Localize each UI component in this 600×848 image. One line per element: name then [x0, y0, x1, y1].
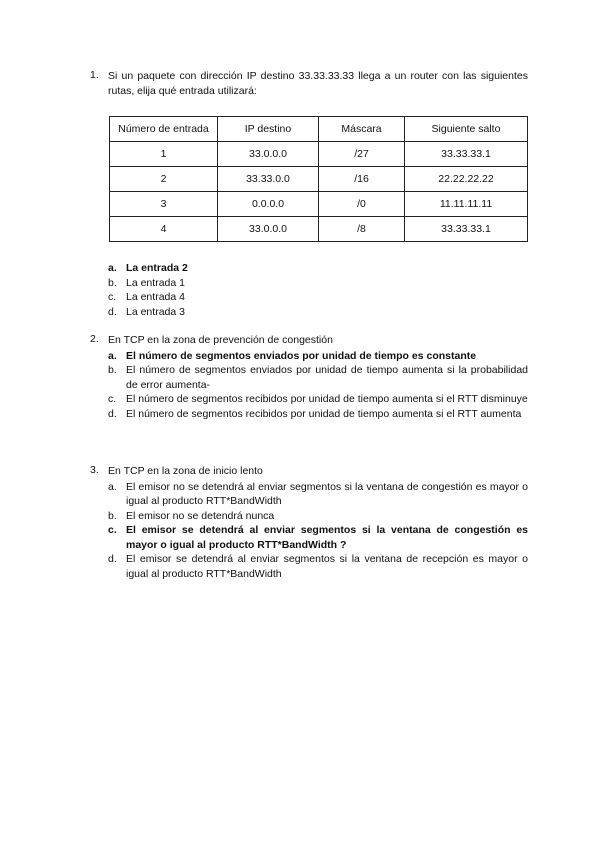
table-cell: /8 [319, 217, 405, 242]
option-letter: c. [108, 393, 117, 405]
option-c [108, 523, 528, 552]
option-text: El emisor se detendrá al enviar segmentos si la ventana de congestión es mayor o igual al producto RTT*BandWidth ? [126, 524, 528, 551]
table-row [110, 192, 528, 217]
option-c [108, 392, 528, 407]
option-text: El emisor se detendrá al enviar segmentos si la ventana de recepción es mayor o igual al producto RTT*BandWidth [126, 553, 528, 580]
option-letter: a. [108, 262, 117, 274]
option-text: El número de segmentos enviados por unidad de tiempo aumenta si la probabilidad de error aumenta- [126, 364, 528, 391]
options-list [108, 480, 528, 582]
option-letter: b. [108, 364, 117, 376]
table-cell: 33.0.0.0 [218, 217, 319, 242]
table-row [110, 142, 528, 167]
option-c [108, 290, 528, 305]
table-cell: 2 [110, 167, 218, 192]
table-cell: 1 [110, 142, 218, 167]
option-letter: d. [108, 305, 117, 318]
question-text: En TCP en la zona de inicio lento [108, 465, 263, 477]
table-cell: 0.0.0.0 [218, 192, 319, 217]
question-number: 3. [90, 464, 99, 476]
option-b [108, 509, 528, 524]
option-text: El número de segmentos enviados por unidad de tiempo es constante [126, 349, 477, 362]
question-3 [90, 464, 528, 581]
option-text: El emisor no se detendrá al enviar segmentos si la ventana de congestión es mayor o igual al producto RTT*BandWidth [126, 480, 528, 507]
table-row [110, 167, 528, 192]
option-text: La entrada 4 [126, 291, 185, 303]
option-d [108, 305, 528, 320]
header-cell: Siguiente salto [405, 117, 528, 142]
option-letter: a. [108, 480, 117, 493]
option-text: La entrada 3 [126, 305, 185, 318]
table-cell: 33.33.33.1 [405, 142, 528, 167]
question-2 [90, 333, 528, 421]
routing-table [109, 116, 528, 242]
option-a [108, 480, 528, 509]
table-row [110, 217, 528, 242]
option-b [108, 276, 528, 291]
table-cell: 33.33.33.1 [405, 217, 528, 242]
options-list [108, 261, 528, 319]
option-letter: b. [108, 276, 117, 289]
option-letter: c. [108, 524, 117, 536]
option-d [108, 407, 528, 422]
option-b [108, 363, 528, 392]
options-list [108, 349, 528, 422]
table-cell: /27 [319, 142, 405, 167]
table-cell: 22.22.22.22 [405, 167, 528, 192]
question-1-options [90, 260, 528, 319]
header-cell: Máscara [319, 117, 405, 142]
header-cell: IP destino [218, 117, 319, 142]
table-header-row [110, 117, 528, 142]
option-letter: c. [108, 291, 117, 303]
option-text: La entrada 1 [126, 276, 185, 289]
option-a [108, 261, 528, 276]
table-cell: /0 [319, 192, 405, 217]
header-cell: Número de entrada [110, 117, 218, 142]
option-text: El número de segmentos recibidos por unidad de tiempo aumenta si el RTT disminuye [126, 393, 528, 405]
table-cell: /16 [319, 167, 405, 192]
option-letter: d. [108, 553, 117, 565]
option-text: El emisor no se detendrá nunca [126, 509, 275, 522]
question-text: Si un paquete con dirección IP destino 33.33.33.33 llega a un router con las siguientes rutas, elija qué entrada utilizará: [108, 70, 528, 97]
table-cell: 33.33.0.0 [218, 167, 319, 192]
option-text: El número de segmentos recibidos por unidad de tiempo aumenta si el RTT aumenta [126, 407, 522, 420]
question-number: 1. [90, 69, 99, 81]
option-text: La entrada 2 [126, 262, 188, 274]
question-1 [90, 69, 528, 98]
option-a [108, 349, 528, 364]
table-cell: 4 [110, 217, 218, 242]
table-cell: 3 [110, 192, 218, 217]
table-cell: 33.0.0.0 [218, 142, 319, 167]
option-letter: b. [108, 509, 117, 522]
table-cell: 11.11.11.11 [405, 192, 528, 217]
option-letter: d. [108, 407, 117, 420]
option-d [108, 552, 528, 581]
option-letter: a. [108, 349, 117, 362]
question-number: 2. [90, 333, 99, 345]
question-text: En TCP en la zona de prevención de congestión [108, 334, 333, 346]
